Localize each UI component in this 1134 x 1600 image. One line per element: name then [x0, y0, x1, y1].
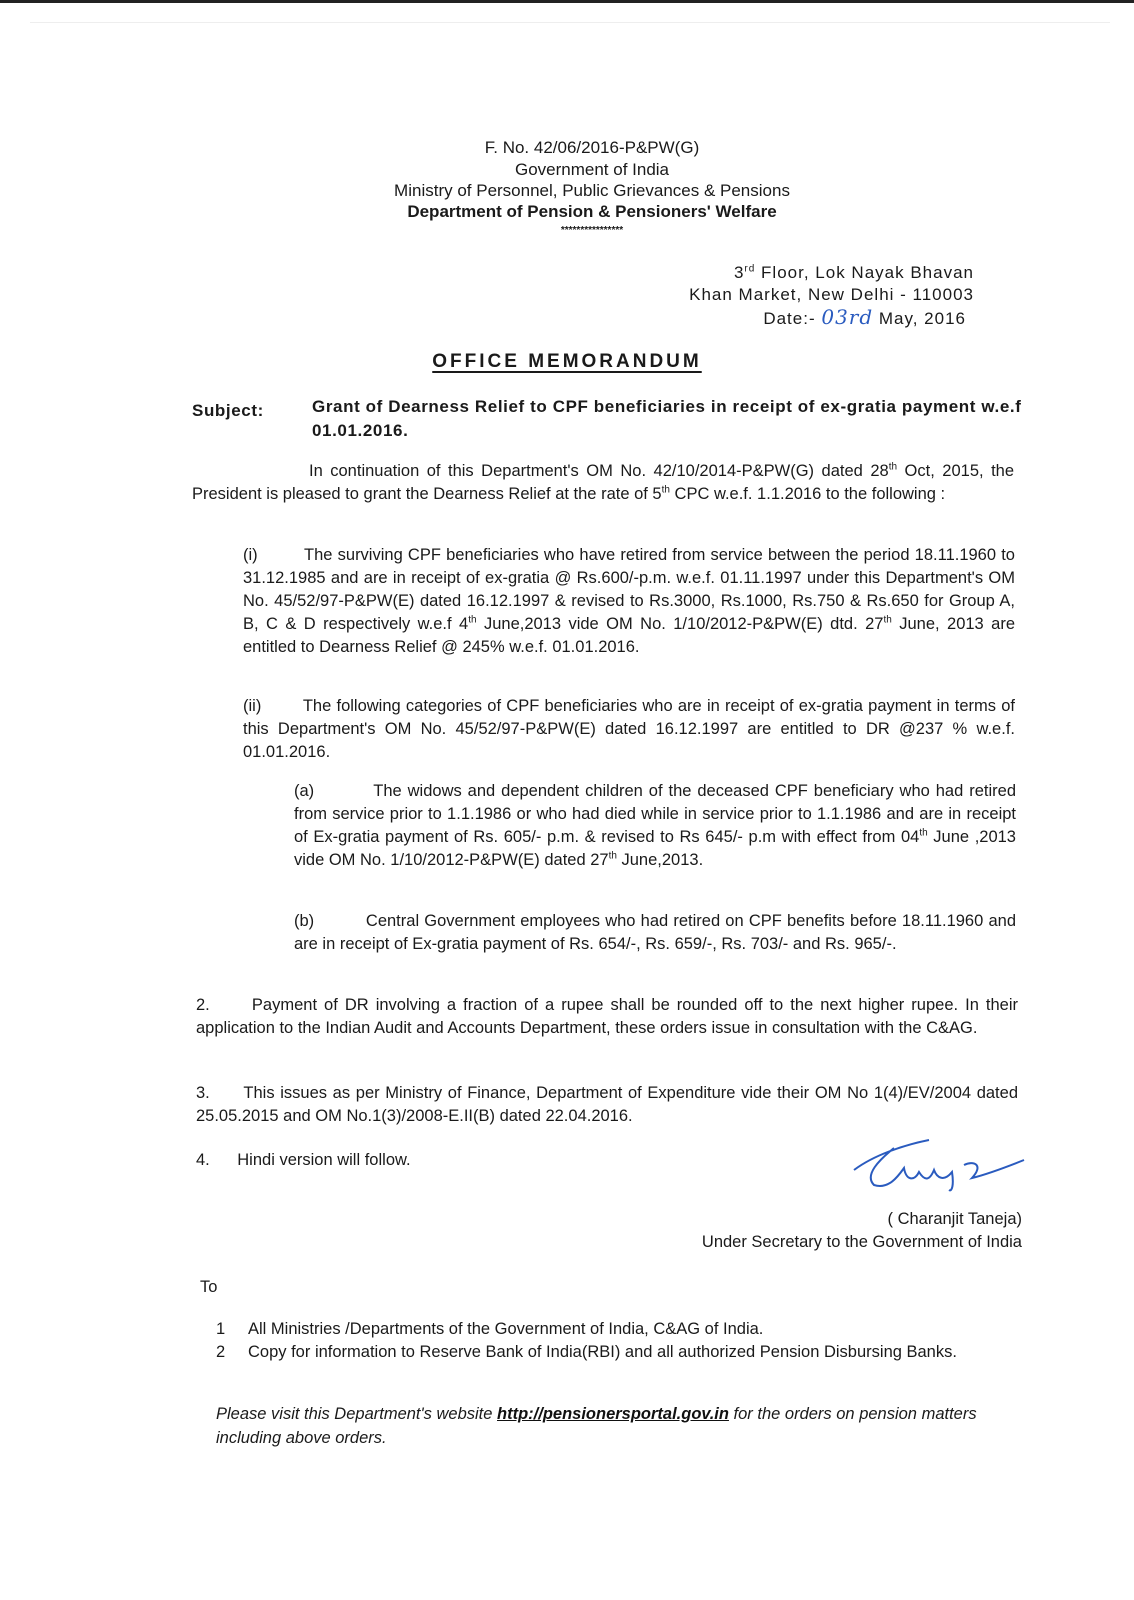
- floor-num: 3: [733, 263, 745, 282]
- text-run: (b) Central Government employees who had retired on CPF benefits before 18.11.1960 and are in receipt of Ex-gratia payment of Rs. 654/-, Rs. 659/-, Rs. 703/- and Rs. 965/-.: [294, 912, 1016, 953]
- address-block: [689, 262, 974, 330]
- signatory-name: ( Charanjit Taneja): [887, 1210, 1022, 1228]
- memo-title-wrap: [0, 351, 1134, 373]
- to-label: To: [200, 1278, 218, 1296]
- superscript: th: [919, 827, 928, 839]
- text-run: June,2013.: [616, 851, 704, 869]
- recipient-text: All Ministries /Departments of the Government of India, C&AG of India.: [248, 1320, 764, 1338]
- para-ii: [243, 695, 1015, 764]
- text-run: (a) The widows and dependent children of the deceased CPF beneficiary who had retired from service prior to 1.1.1986 or who had died while in service prior to 1.1.1986 and are in receipt of Ex-gratia payment of Rs. 605/- p.m. & revised to Rs 645/- p.m with effect from 04: [294, 782, 1016, 846]
- floor-sup: rd: [744, 263, 756, 275]
- para-ii-b: [294, 910, 1016, 956]
- text-run: (i) The surviving CPF beneficiaries who have retired from service between the period 18.11.1960 to 31.12.1985 and are in receipt of ex-gratia @ Rs.600/-p.m. w.e.f. 01.11.1997 under this Department's OM No. 45/52/97-P&PW(E) dated 16.12.1997 & revised to Rs.3000, Rs.1000, Rs.750 & Rs.650 for Group A, B, C & D respectively w.e.f 4: [243, 546, 1015, 633]
- scan-edge: [0, 0, 1134, 3]
- para-ii-a: [294, 780, 1016, 872]
- para-i: [243, 544, 1015, 659]
- text-run: CPC w.e.f. 1.1.2016 to the following :: [669, 485, 946, 503]
- subject: [192, 395, 1022, 443]
- superscript: th: [661, 484, 670, 496]
- signatory-block: [702, 1208, 1022, 1254]
- date-label: Date:-: [763, 309, 822, 328]
- superscript: th: [883, 614, 892, 626]
- subject-label: Subject:: [192, 401, 264, 420]
- recipient-text: Copy for information to Reserve Bank of India(RBI) and all authorized Pension Disbursing Banks.: [248, 1343, 957, 1361]
- scan-line: [30, 22, 1110, 23]
- footer-before: Please visit this Department's website: [216, 1405, 498, 1423]
- address-line2: Khan Market, New Delhi - 110003: [689, 285, 974, 304]
- para-2: [196, 994, 1018, 1040]
- website-link[interactable]: http://pensionersportal.gov.in: [497, 1405, 729, 1423]
- department: Department of Pension & Pensioners' Welfare: [407, 202, 777, 221]
- para-intro: [192, 460, 1014, 506]
- superscript: th: [608, 850, 617, 862]
- stars-divider: ****************: [560, 225, 624, 236]
- recipient-number: 1: [216, 1320, 226, 1338]
- government: Government of India: [514, 160, 670, 179]
- text-run: 3. This issues as per Ministry of Finance, Department of Expenditure vide their OM No 1(4)/EV/2004 dated 25.05.2015 and OM No.1(3)/2008-E.II(B) dated 22.04.2016.: [196, 1084, 1018, 1125]
- text-run: June, 2013 are entitled to Dearness Relief @ 245% w.e.f. 01.01.2016.: [243, 615, 1015, 656]
- text-run: 2. Payment of DR involving a fraction of a rupee shall be rounded off to the next higher rupee. In their application to the Indian Audit and Accounts Department, these orders issue in consultation with the C&AG.: [196, 996, 1018, 1037]
- para-3: [196, 1082, 1018, 1128]
- footer-note: [216, 1402, 1016, 1450]
- text-run: (ii) The following categories of CPF beneficiaries who are in receipt of ex-gratia payment in terms of this Department's OM No. 45/52/97-P&PW(E) dated 16.12.1997 are entitled to DR @237 % w.e.f. 01.01.2016.: [243, 697, 1015, 761]
- file-number: F. No. 42/06/2016-P&PW(G): [484, 138, 700, 157]
- recipient-item: [216, 1318, 1006, 1340]
- recipient-list: [216, 1318, 1006, 1364]
- handwritten-date: 03rd: [821, 305, 874, 329]
- ministry: Ministry of Personnel, Public Grievances & Pensions: [394, 181, 790, 200]
- date-rest: May, 2016: [873, 309, 966, 328]
- address-line1: Floor, Lok Nayak Bhavan: [755, 263, 974, 282]
- text-run: Oct, 2015, the President is pleased to grant the Dearness Relief at the rate of 5: [192, 462, 1015, 503]
- text-run: June ,2013 vide OM No. 1/10/2012-P&PW(E) dated 27: [294, 828, 1016, 869]
- signatory-designation: Under Secretary to the Government of India: [701, 1233, 1022, 1251]
- recipient-item: [216, 1341, 1006, 1363]
- signature: [834, 1130, 1034, 1205]
- signature-scribble-icon: [834, 1130, 1034, 1200]
- text-run: June,2013 vide OM No. 1/10/2012-P&PW(E) dtd. 27: [476, 615, 884, 633]
- superscript: th: [888, 461, 898, 473]
- superscript: th: [468, 614, 477, 626]
- text-run: In continuation of this Department's OM No. 42/10/2014-P&PW(G) dated 28: [309, 462, 889, 480]
- subject-text: Grant of Dearness Relief to CPF beneficiaries in receipt of ex-gratia payment w.e.f 01.01.2016.: [312, 397, 1022, 440]
- footer-after: for the orders on pension matters including above orders.: [216, 1405, 977, 1447]
- memo-title: OFFICE MEMORANDUM: [432, 351, 702, 372]
- text-run: 4. Hindi version will follow.: [196, 1151, 411, 1169]
- recipient-number: 2: [216, 1343, 226, 1361]
